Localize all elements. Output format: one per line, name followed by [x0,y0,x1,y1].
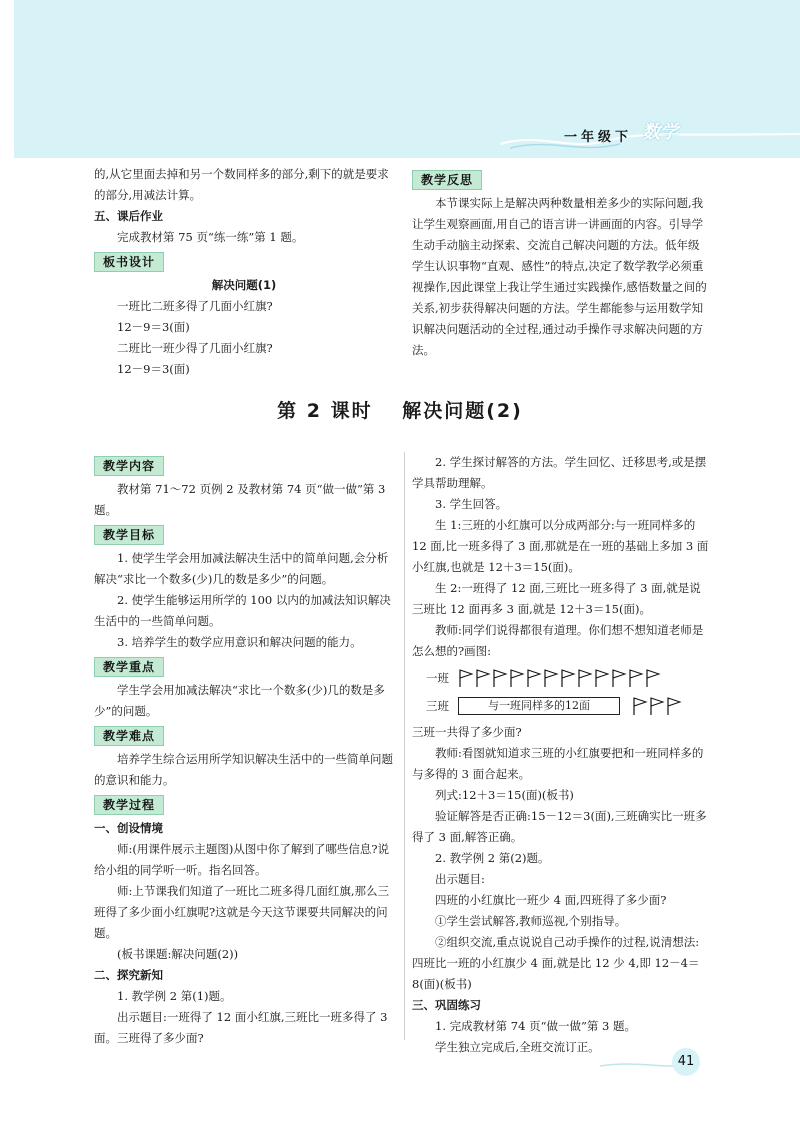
example-2-item: 2. 教学例 2 第(2)题。 [435,851,550,865]
section-2-heading: 二、探究新知 [94,968,163,982]
header-grade: 一年级下 [564,130,633,145]
section-1-paragraph: 师:上节课我们知道了一班比二班多得几面红旗,那么三班得了多少面小红旗呢?这就是今天这节课要共同解决的问题。 [94,884,390,940]
section-1-paragraph: (板书课题:解决问题(2)) [117,947,239,961]
diagram-row-1-label: 一班 [426,670,449,685]
goal-item: 1. 使学生学会用加减法解决生活中的简单问题,会分析解决“求比一个数多(少)几的数是多少”的问题。 [94,551,389,586]
flag-icon [562,670,574,687]
flag-icon [511,670,523,687]
flag-icon [460,670,472,687]
flag-icon [579,670,591,687]
teacher-remark: 教师:看图就知道求三班的小红旗要把和一班同样多的与多得的 3 面合起来。 [412,746,704,781]
section-1-paragraph: 师:(用课件展示主题图)从图中你了解到了哪些信息?说给小组的同学听一听。指名回答。 [94,842,390,877]
homework-heading: 五、课后作业 [94,209,163,223]
row-2-flags [632,696,692,716]
flag-icon [596,670,608,687]
student-answer: 生 1:三班的小红旗可以分成两部分:与一班同样多的 12 面,比一班多得了 3 面,那就是在一班的基础上多加 3 面小红旗,也就是 12＋3＝15(面)。 [412,518,709,574]
board-line: 一班比二班多得了几面小红旗? [117,299,273,313]
page-number-decoration [600,1048,800,1078]
process-tag: 教学过程 [94,795,164,815]
content-text: 教材第 71～72 页例 2 及教材第 74 页“做一做”第 3 题。 [94,482,386,517]
goal-item: 2. 使学生能够运用所学的 100 以内的加减法知识解决生活中的一些简单问题。 [94,593,391,628]
board-line: 12－9＝3(面) [117,362,190,376]
right-item: 2. 学生探讨解答的方法。学生回忆、迁移思考,或是摆学具帮助理解。 [412,455,707,490]
column-divider [404,452,405,1040]
key-point-text: 学生学会用加减法解决“求比一个数多(少)几的数是多少”的问题。 [94,683,385,718]
section-2-item: 1. 教学例 2 第(1)题。 [117,989,232,1003]
right-item: 3. 学生回答。 [435,497,508,511]
goal-item: 3. 培养学生的数学应用意识和解决问题的能力。 [117,635,362,649]
lower-right-column [412,452,710,1058]
section-3-item: 1. 完成教材第 74 页“做一做”第 3 题。 [435,1019,636,1033]
section-1-heading: 一、创设情境 [94,821,163,835]
difficulty-text: 培养学生综合运用所学知识解决生活中的一些简单问题的意识和能力。 [94,752,393,787]
verification: 验证解答是否正确:15－12＝3(面),三班确实比一班多得了 3 面,解答正确。 [412,809,707,844]
row-2-box: 与一班同样多的12面 [458,697,620,715]
content-tag: 教学内容 [94,456,164,476]
board-line: 二班比一班少得了几面小红旗? [117,341,273,355]
lesson-title: 第 2 课时 解决问题(2) [277,400,523,422]
key-point-tag: 教学重点 [94,657,164,677]
page-number: 41 [672,1048,700,1076]
diagram-row-1 [426,664,710,692]
flag-icon [545,670,557,687]
section-3-paragraph: 学生独立完成后,全班交流订正。 [435,1040,600,1054]
section-2-paragraph: 出示题目:一班得了 12 面小红旗,三班比一班多得了 3 面。三班得了多少面? [94,1010,388,1045]
flag-diagram [426,664,710,720]
flag-icon [647,670,659,687]
flag-icon [613,670,625,687]
flag-icon [651,698,663,715]
reflection-tag: 教学反思 [412,170,482,190]
section-3-heading: 三、巩固练习 [412,998,481,1012]
flag-icon [477,670,489,687]
continuation-paragraph: 的,从它里面去掉和另一个数同样多的部分,剩下的就是要求的部分,用减法计算。 [94,167,389,202]
step-2: ②组织交流,重点说说自己动手操作的过程,说清想法:四班比一班的小红旗少 4 面,就是比 12 少 4,即 12－4＝8(面)(板书) [412,935,700,991]
header-subject: 数学 [642,122,678,143]
reflection-text: 本节课实际上是解决两种数量相差多少的实际问题,我让学生观察画面,用自己的语言讲一讲画面的内容。引导学生动手动脑主动探索、交流自己解决问题的方法。低年级学生认识事物“直观、感性”的特点,决定了数学教学必须重视操作,因此课堂上我让学生通过实践操作,感悟数量之间的关系,初步获得解决问题的方法。学生都能参与运用数学知识解决问题活动的全过程,通过动手操作寻求解决问题的方法。 [412,196,707,357]
top-left-column [94,164,394,380]
goals-tag: 教学目标 [94,525,164,545]
flag-icon [494,670,506,687]
board-title: 解决问题(1) [211,278,277,292]
flag-icon [668,698,680,715]
difficulty-tag: 教学难点 [94,726,164,746]
show-problem: 出示题目: [435,872,485,886]
diagram-question: 三班一共得了多少面? [412,725,522,739]
diagram-row-2 [426,692,710,720]
problem-2: 四班的小红旗比一班少 4 面,四班得了多少面? [435,893,667,907]
flag-icon [630,670,642,687]
board-line: 12－9＝3(面) [117,320,190,334]
student-answer: 生 2:一班得了 12 面,三班比一班多得了 3 面,就是说三班比 12 面再多 3 面,就是 12＋3＝15(面)。 [412,581,701,616]
flag-icon [634,698,646,715]
row-1-flags [458,668,668,688]
lower-left-column [94,452,394,1049]
homework-text: 完成教材第 75 页“练一练”第 1 题。 [117,230,304,244]
board-design-tag: 板书设计 [94,252,164,272]
step-1: ①学生尝试解答,教师巡视,个别指导。 [435,914,627,928]
formula: 列式:12＋3＝15(面)(板书) [435,788,574,802]
diagram-row-2-label: 三班 [426,698,449,713]
teacher-remark: 教师:同学们说得都很有道理。你们想不想知道老师是怎么想的?画图: [412,623,704,658]
flag-icon [528,670,540,687]
top-right-column [412,166,710,361]
